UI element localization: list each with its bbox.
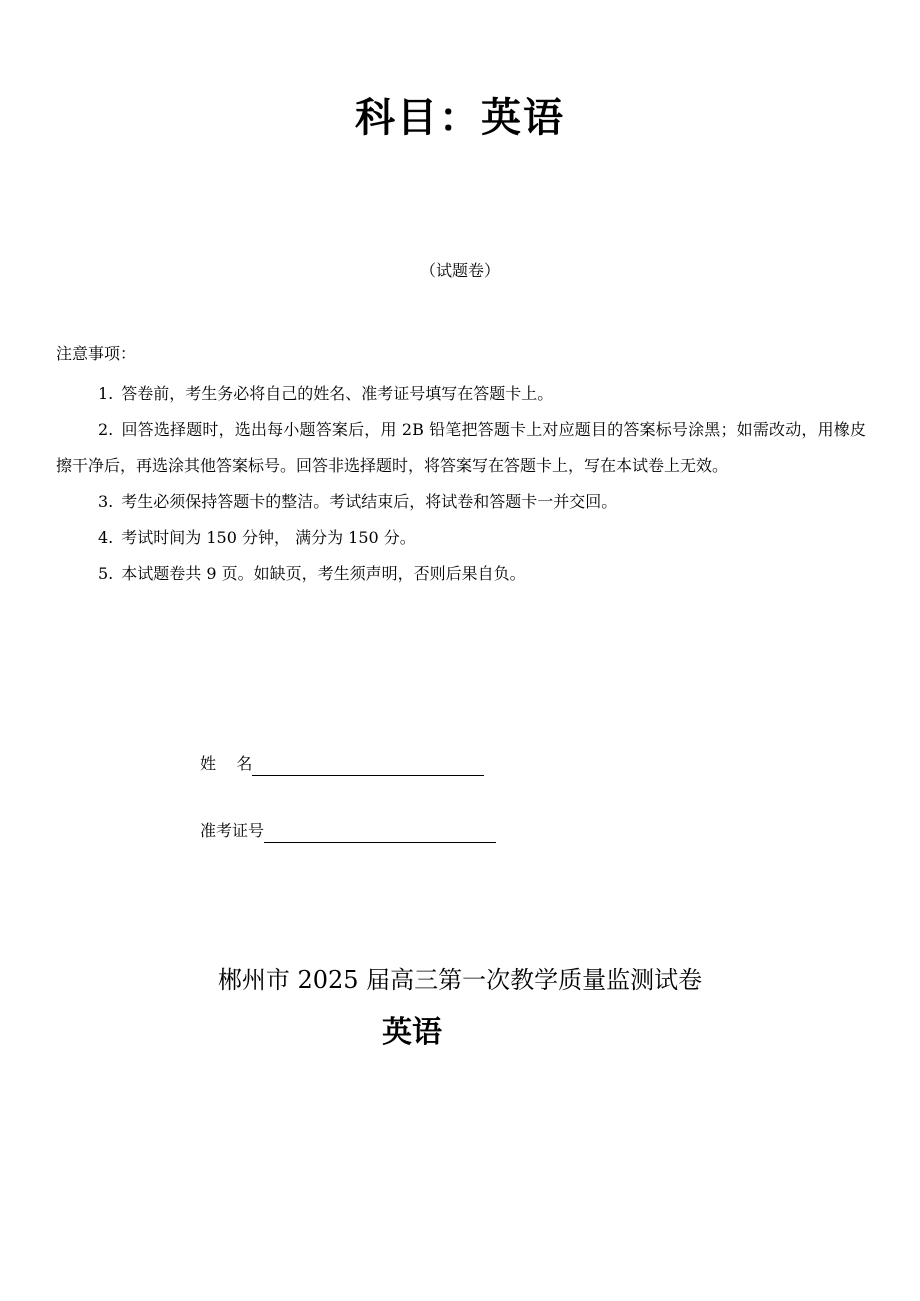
note-text: 答卷前，考生务必将自己的姓名、准考证号填写在答题卡上。 bbox=[121, 384, 554, 403]
exam-name: 郴州市 2025 届高三第一次教学质量监测试卷 bbox=[217, 966, 703, 994]
note-number: 2. bbox=[98, 420, 114, 439]
note-number: 3. bbox=[98, 492, 114, 511]
note-item-3 bbox=[56, 484, 866, 520]
notes-section bbox=[56, 342, 866, 592]
exam-id-label: 准考证号 bbox=[200, 821, 265, 840]
note-number: 4. bbox=[98, 528, 114, 547]
name-blank-line[interactable] bbox=[252, 755, 484, 776]
exam-subject: 英语 bbox=[382, 1015, 442, 1050]
exam-id-blank-line[interactable] bbox=[264, 822, 496, 843]
exam-id-field-row bbox=[200, 819, 496, 843]
notes-heading: 注意事项： bbox=[56, 344, 137, 363]
note-number: 1. bbox=[98, 384, 114, 403]
name-field-row bbox=[200, 752, 484, 776]
note-text: 本试题卷共 9 页。如缺页，考生须声明，否则后果自负。 bbox=[121, 564, 526, 583]
note-text: 考试时间为 150 分钟， 满分为 150 分。 bbox=[121, 528, 416, 547]
subject-title: 科目：英语 bbox=[355, 94, 565, 141]
note-item-4 bbox=[56, 520, 866, 556]
paper-type-label: （试题卷） bbox=[419, 261, 500, 280]
note-item-2 bbox=[56, 412, 866, 484]
note-item-1 bbox=[56, 376, 866, 412]
note-item-5 bbox=[56, 556, 866, 592]
note-number: 5. bbox=[98, 564, 114, 583]
name-label: 姓 名 bbox=[200, 754, 253, 773]
note-text: 回答选择题时，选出每小题答案后，用 2B 铅笔把答题卡上对应题目的答案标号涂黑；如需改动，用橡皮擦干净后，再选涂其他答案标号。回答非选择题时，将答案写在答题卡上，写在本试卷上无效。 bbox=[56, 420, 866, 475]
note-text: 考生必须保持答题卡的整洁。考试结束后，将试卷和答题卡一并交回。 bbox=[121, 492, 618, 511]
